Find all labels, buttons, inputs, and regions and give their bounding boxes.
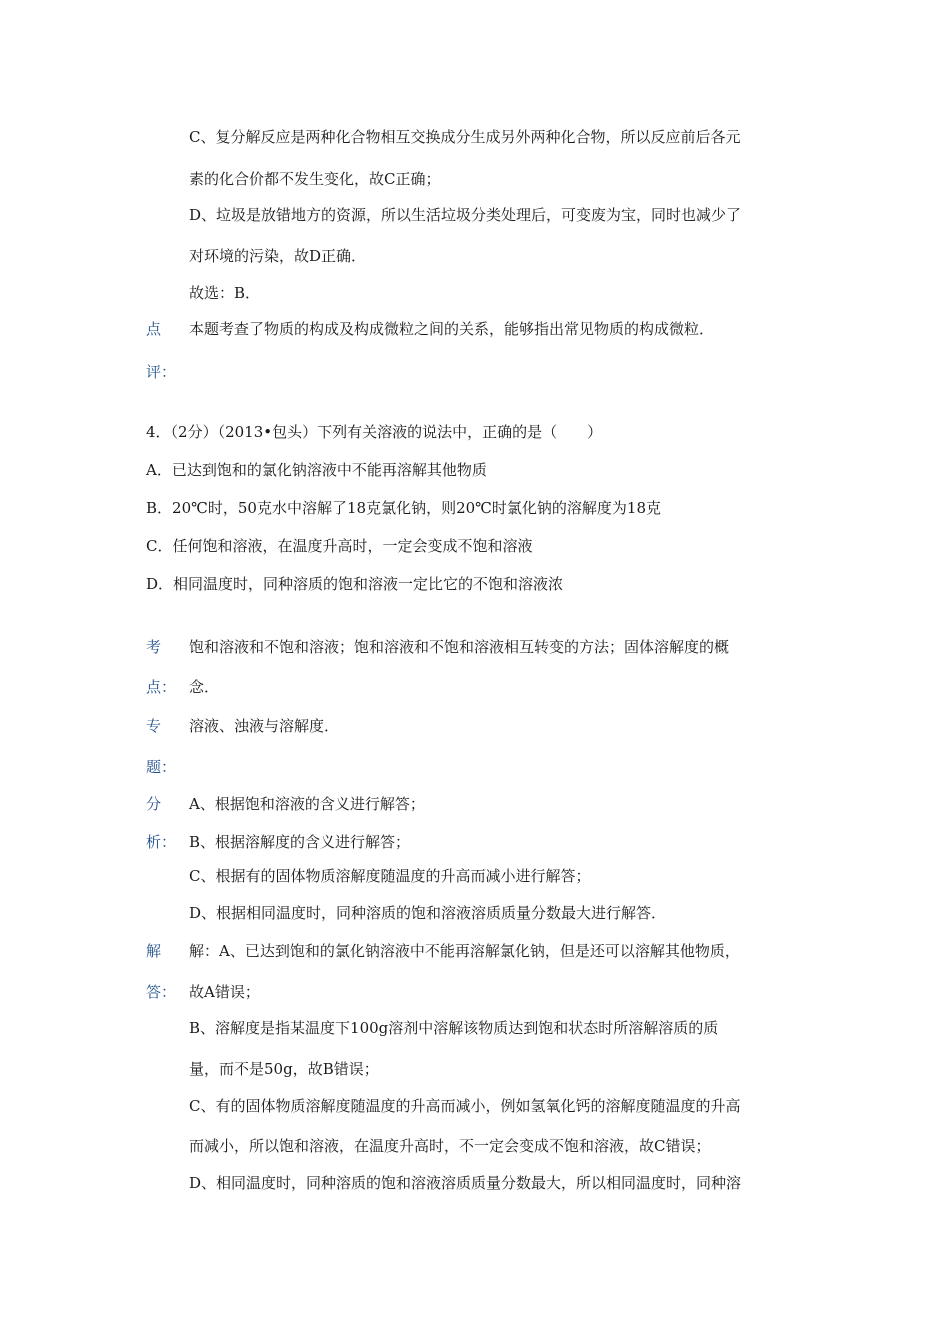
question-stem: 4．（2分）（2013•包头）下列有关溶液的说法中，正确的是（ ） bbox=[146, 423, 603, 441]
kaodian-line1: 饱和溶液和不饱和溶液；饱和溶液和不饱和溶液相互转变的方法；固体溶解度的概 bbox=[189, 638, 730, 656]
prev-answer-d-line1: D、垃圾是放错地方的资源，所以生活垃圾分类处理后，可变废为宝，同时也减少了 bbox=[189, 206, 742, 224]
jieda-c-line2: 而减小，所以饱和溶液，在温度升高时，不一定会变成不饱和溶液，故C错误； bbox=[189, 1137, 711, 1155]
question-option-c: C．任何饱和溶液，在温度升高时，一定会变成不饱和溶液 bbox=[146, 537, 533, 555]
zhuanti-label-1: 专 bbox=[146, 717, 162, 735]
jieda-b-line1: B、溶解度是指某温度下100g溶剂中溶解该物质达到饱和状态时所溶解溶质的质 bbox=[189, 1019, 719, 1037]
jieda-d-line1: D、相同温度时，同种溶质的饱和溶液溶质质量分数最大，所以相同温度时，同种溶 bbox=[189, 1174, 742, 1192]
jieda-label-2: 答： bbox=[146, 983, 177, 1001]
question-option-b: B．20℃时，50克水中溶解了18克氯化钠，则20℃时氯化钠的溶解度为18克 bbox=[146, 499, 662, 517]
jieda-a-line1: 解：A、已达到饱和的氯化钠溶液中不能再溶解氯化钠，但是还可以溶解其他物质， bbox=[189, 942, 740, 960]
prev-answer-c-line2: 素的化合价都不发生变化，故C正确； bbox=[189, 170, 441, 188]
fenxi-line-b: B、根据溶解度的含义进行解答； bbox=[189, 833, 411, 851]
prev-comment-label-2: 评： bbox=[146, 363, 177, 381]
jieda-a-line2: 故A错误； bbox=[189, 983, 260, 1001]
kaodian-label-2: 点： bbox=[146, 678, 177, 696]
zhuanti-text: 溶液、浊液与溶解度． bbox=[189, 717, 340, 735]
fenxi-label-1: 分 bbox=[146, 795, 162, 813]
zhuanti-label-2: 题： bbox=[146, 758, 177, 776]
jieda-c-line1: C、有的固体物质溶解度随温度的升高而减小，例如氢氧化钙的溶解度随温度的升高 bbox=[189, 1097, 741, 1115]
fenxi-line-d: D、根据相同温度时，同种溶质的饱和溶液溶质质量分数最大进行解答． bbox=[189, 904, 667, 922]
prev-comment-label-1: 点 bbox=[146, 320, 162, 338]
question-option-d: D．相同温度时，同种溶质的饱和溶液一定比它的不饱和溶液浓 bbox=[146, 575, 564, 593]
prev-answer-choice: 故选：B． bbox=[189, 284, 261, 302]
kaodian-line2: 念． bbox=[189, 678, 220, 696]
jieda-label-1: 解 bbox=[146, 942, 162, 960]
fenxi-line-a: A、根据饱和溶液的含义进行解答； bbox=[189, 795, 425, 813]
prev-answer-d-line2: 对环境的污染，故D正确． bbox=[189, 247, 367, 265]
prev-comment-text: 本题考查了物质的构成及构成微粒之间的关系，能够指出常见物质的构成微粒． bbox=[189, 320, 715, 338]
fenxi-line-c: C、根据有的固体物质溶解度随温度的升高而减小进行解答； bbox=[189, 867, 591, 885]
jieda-b-line2: 量，而不是50g，故B错误； bbox=[189, 1060, 379, 1078]
kaodian-label-1: 考 bbox=[146, 638, 162, 656]
fenxi-label-2: 析： bbox=[146, 833, 177, 851]
prev-answer-c-line1: C、复分解反应是两种化合物相互交换成分生成另外两种化合物，所以反应前后各元 bbox=[189, 128, 741, 146]
question-option-a: A．已达到饱和的氯化钠溶液中不能再溶解其他物质 bbox=[146, 461, 487, 479]
